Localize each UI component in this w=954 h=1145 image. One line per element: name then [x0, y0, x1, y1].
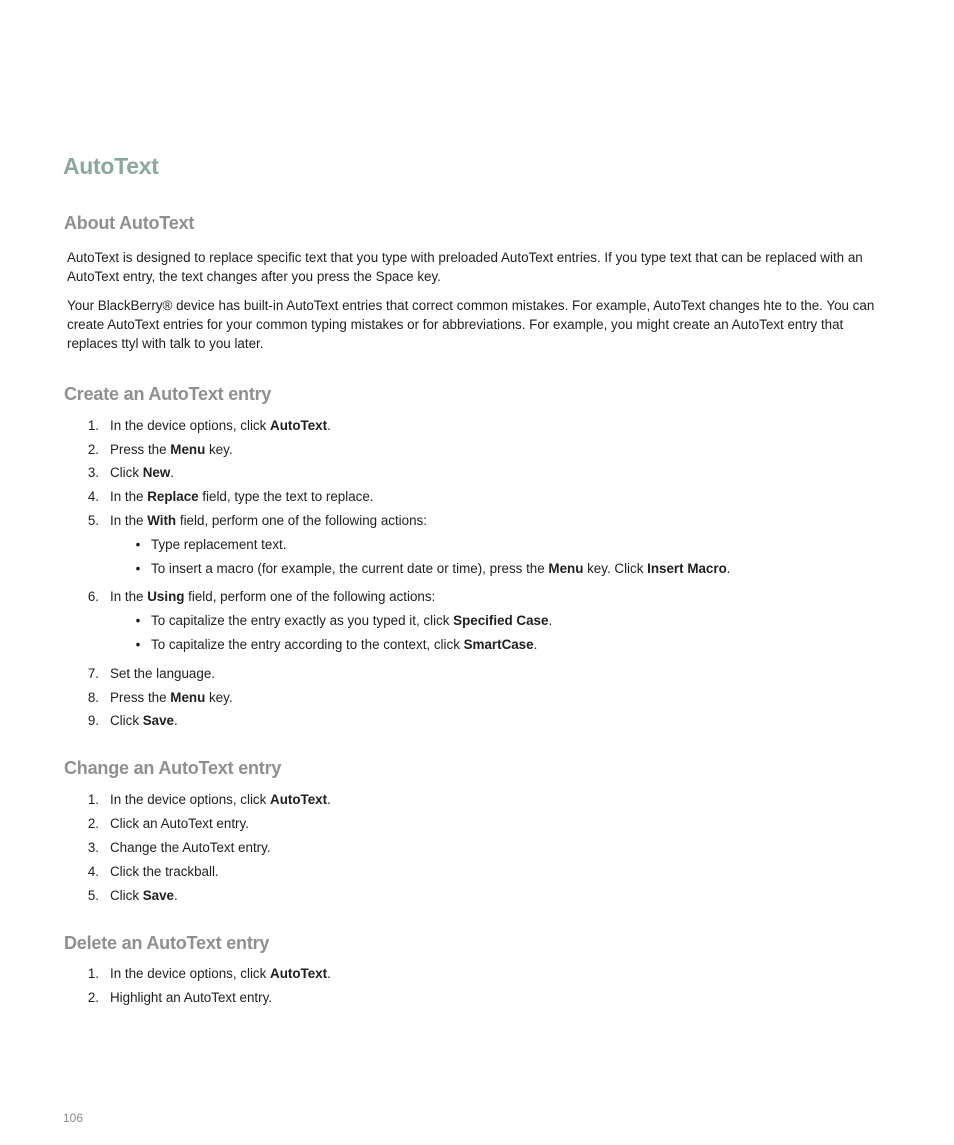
- bullet-item: [0, 635, 954, 655]
- step-text-part: key.: [205, 442, 233, 457]
- step-number: 4.: [87, 864, 99, 879]
- step-number: 4.: [87, 489, 99, 504]
- step-text: [110, 711, 178, 731]
- bullet-text-part: .: [533, 637, 538, 652]
- ui-term: Using: [147, 589, 185, 604]
- ui-term: With: [147, 513, 177, 528]
- step-text-part: Click: [110, 713, 143, 728]
- step-text: [110, 463, 174, 483]
- ui-term: Save: [142, 888, 175, 903]
- step-text: [110, 886, 178, 906]
- bullet-text: Type replacement text.: [151, 537, 287, 552]
- list-item: [0, 711, 954, 731]
- step-text-part: In the: [110, 513, 148, 528]
- bullet-text-part: To insert a macro (for example, the current date or time), press the: [151, 561, 549, 576]
- list-item: [0, 416, 954, 436]
- section-title-about: About AutoText: [64, 213, 195, 233]
- step-text-part: In the: [110, 489, 148, 504]
- step-text: Set the language.: [110, 666, 215, 681]
- step-text: Highlight an AutoText entry.: [110, 990, 273, 1005]
- step-text-part: Click: [110, 888, 143, 903]
- bullet-text: [151, 611, 552, 631]
- ui-term: Specified Case: [453, 613, 549, 628]
- list-item: [0, 964, 954, 984]
- step-text-part: .: [174, 888, 178, 903]
- step-text-part: field, perform one of the following actions:: [184, 589, 436, 604]
- bullet-item: [0, 559, 954, 579]
- step-text: [110, 487, 374, 507]
- bullet-text-part: To capitalize the entry exactly as you typed it, click: [151, 613, 454, 628]
- step-text-part: In the: [110, 589, 148, 604]
- list-item: [0, 988, 954, 1008]
- list-item: [0, 463, 954, 483]
- section-title-delete: Delete an AutoText entry: [64, 933, 270, 953]
- step-text-part: Click: [110, 465, 143, 480]
- step-text-part: field, perform one of the following actions:: [176, 513, 427, 528]
- step-text: [110, 440, 233, 460]
- step-text-part: .: [327, 792, 331, 807]
- ui-term: AutoText: [270, 792, 328, 807]
- section-title-create: Create an AutoText entry: [64, 384, 272, 404]
- list-item: [0, 664, 954, 684]
- step-number: 2.: [87, 816, 99, 831]
- bullet-dot: •: [135, 537, 141, 552]
- step-text: [110, 416, 331, 436]
- bullet-text: [151, 559, 731, 579]
- bullet-item: [0, 611, 954, 631]
- page-number: 106: [63, 1111, 84, 1125]
- step-text: [110, 790, 331, 810]
- list-item: [0, 587, 954, 607]
- list-item: [0, 886, 954, 906]
- chapter-title: AutoText: [63, 153, 159, 179]
- list-item: [0, 440, 954, 460]
- list-item: [0, 487, 954, 507]
- bullet-text-part: key. Click: [583, 561, 648, 576]
- step-number: 9.: [87, 713, 99, 728]
- step-text: [110, 964, 331, 984]
- about-paragraph-1: AutoText is designed to replace specific text that you type with preloaded AutoText entries. If you type text that can be replaced with an AutoText entry, the text changes after you press the Space key.: [67, 250, 863, 284]
- ui-term: AutoText: [270, 418, 328, 433]
- bullet-text-part: .: [726, 561, 731, 576]
- step-number: 6.: [87, 589, 99, 604]
- about-paragraph-2: Your BlackBerry® device has built-in AutoText entries that correct common mistakes. For example, AutoText changes hte to the. You can create AutoText entries for your common typing mistakes or for abbreviations. For example, you might create an AutoText entry that replaces ttyl with talk to you later.: [67, 298, 875, 351]
- bullet-dot: •: [135, 561, 141, 576]
- step-text: [110, 511, 427, 531]
- ui-term: Replace: [147, 489, 199, 504]
- list-item: [0, 790, 954, 810]
- list-item: [0, 862, 954, 882]
- step-number: 8.: [87, 690, 99, 705]
- bullet-text-part: To capitalize the entry according to the context, click: [151, 637, 464, 652]
- ui-term: Save: [142, 713, 175, 728]
- step-number: 5.: [87, 888, 99, 903]
- step-number: 1.: [87, 966, 99, 981]
- step-text-part: .: [170, 465, 175, 480]
- step-text-part: In the device options, click: [110, 966, 271, 981]
- bullet-text-part: .: [548, 613, 553, 628]
- step-text-part: Press the: [110, 442, 171, 457]
- step-number: 2.: [87, 442, 99, 457]
- step-text: Click the trackball.: [110, 864, 219, 879]
- list-item: [0, 838, 954, 858]
- step-number: 3.: [87, 465, 99, 480]
- step-text-part: .: [327, 418, 331, 433]
- ui-term: AutoText: [270, 966, 328, 981]
- bullet-item: [0, 535, 954, 555]
- list-item: [0, 688, 954, 708]
- bullet-dot: •: [135, 637, 141, 652]
- step-text-part: field, type the text to replace.: [198, 489, 374, 504]
- step-text-part: Press the: [110, 690, 171, 705]
- ui-term: New: [142, 465, 171, 480]
- list-item: [0, 814, 954, 834]
- step-number: 7.: [87, 666, 99, 681]
- bullet-text: [151, 635, 537, 655]
- step-text-part: .: [327, 966, 331, 981]
- step-text-part: In the device options, click: [110, 418, 271, 433]
- step-text-part: key.: [205, 690, 233, 705]
- section-title-change: Change an AutoText entry: [64, 758, 282, 778]
- step-number: 3.: [87, 840, 99, 855]
- step-text: [110, 688, 233, 708]
- step-number: 1.: [87, 418, 99, 433]
- step-text: Click an AutoText entry.: [110, 816, 249, 831]
- step-text-part: In the device options, click: [110, 792, 271, 807]
- step-number: 2.: [87, 990, 99, 1005]
- bullet-dot: •: [135, 613, 141, 628]
- step-text: Change the AutoText entry.: [110, 840, 271, 855]
- step-number: 1.: [87, 792, 99, 807]
- ui-term: Menu: [170, 442, 206, 457]
- ui-term: Menu: [548, 561, 584, 576]
- ui-term: SmartCase: [463, 637, 534, 652]
- step-text-part: .: [174, 713, 178, 728]
- ui-term: Insert Macro: [647, 561, 727, 576]
- list-item: [0, 511, 954, 531]
- step-number: 5.: [87, 513, 99, 528]
- step-text: [110, 587, 435, 607]
- ui-term: Menu: [170, 690, 206, 705]
